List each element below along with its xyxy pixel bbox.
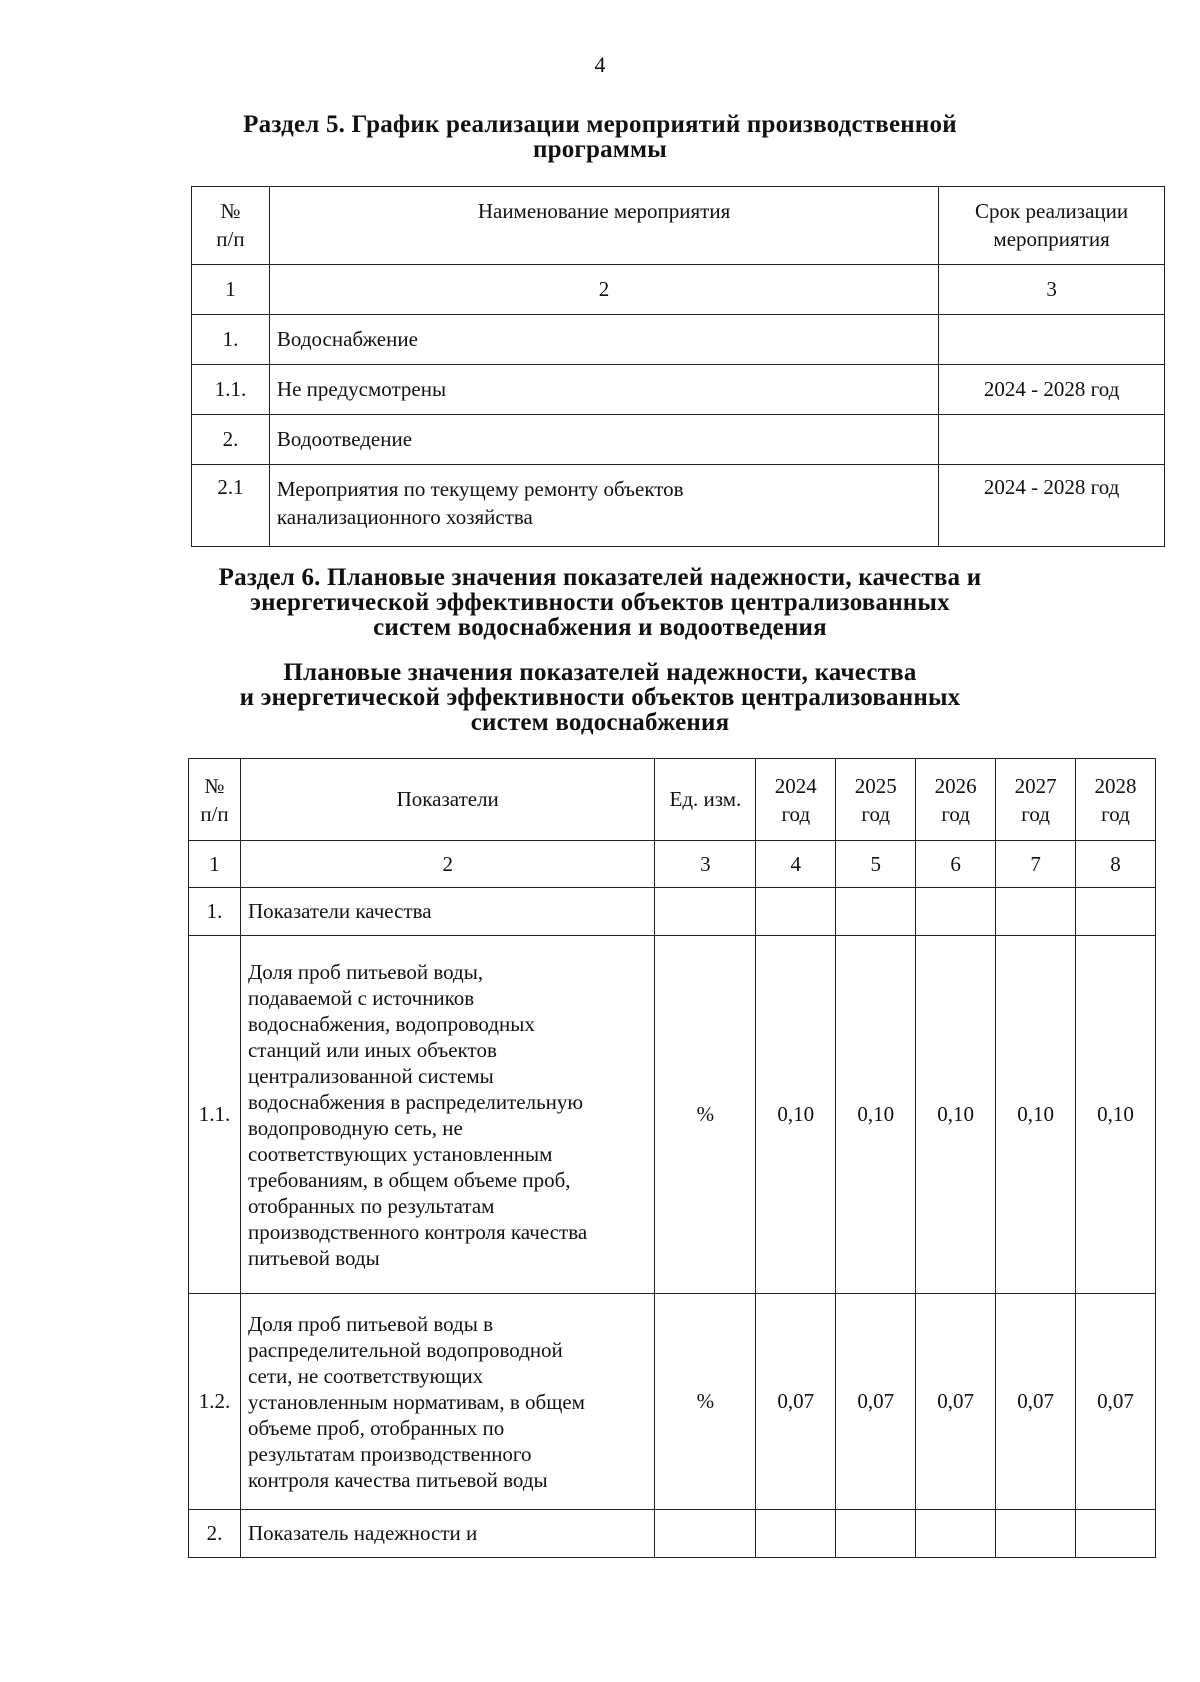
row-value: 0,07 bbox=[836, 1294, 916, 1510]
row-num: 2. bbox=[192, 415, 270, 465]
row-num: 1.1. bbox=[192, 365, 270, 415]
row-num: 2. bbox=[189, 1510, 241, 1558]
row-term bbox=[939, 315, 1165, 365]
row-value: 0,10 bbox=[916, 936, 996, 1294]
header-name: Наименование мероприятия bbox=[269, 187, 938, 265]
row-name: Водоснабжение bbox=[269, 315, 938, 365]
row-name: Не предусмотрены bbox=[269, 365, 938, 415]
page-number: 4 bbox=[594, 52, 606, 77]
table-row bbox=[189, 888, 1156, 936]
row-term: 2024 - 2028 год bbox=[939, 365, 1165, 415]
section6-title-line: систем водоснабжения и водоотведения bbox=[373, 614, 827, 641]
header-num: № п/п bbox=[192, 187, 270, 265]
row-value: 0,10 bbox=[1076, 936, 1156, 1294]
numbering-cell: 7 bbox=[996, 841, 1076, 888]
section5-title-line: программы bbox=[533, 136, 667, 163]
section6-subtitle bbox=[0, 660, 1200, 735]
table-header-row bbox=[189, 759, 1156, 841]
table-row bbox=[192, 465, 1165, 547]
row-value: 0,10 bbox=[756, 936, 836, 1294]
table-row bbox=[189, 1294, 1156, 1510]
numbering-cell: 5 bbox=[836, 841, 916, 888]
numbering-cell: 2 bbox=[240, 841, 655, 888]
row-unit bbox=[655, 888, 756, 936]
row-name: Водоотведение bbox=[269, 415, 938, 465]
row-value bbox=[836, 1510, 916, 1558]
row-value: 0,07 bbox=[916, 1294, 996, 1510]
section6-subtitle-line: Плановые значения показателей надежности, качества bbox=[283, 659, 917, 686]
numbering-row bbox=[189, 841, 1156, 888]
row-indicator: Доля проб питьевой воды в распределительной водопроводной сети, не соответствующих установленным нормативам, в общем объеме проб, отобранных по результатам производственного контроля качества питьевой воды bbox=[240, 1294, 655, 1510]
row-num: 2.1 bbox=[192, 465, 270, 547]
row-unit: % bbox=[655, 1294, 756, 1510]
section6-table bbox=[188, 758, 1156, 1558]
table-row bbox=[192, 315, 1165, 365]
header-indicator: Показатели bbox=[240, 759, 655, 841]
row-value: 0,07 bbox=[996, 1294, 1076, 1510]
row-value bbox=[1076, 1510, 1156, 1558]
header-year: 2028 год bbox=[1076, 759, 1156, 841]
table-row bbox=[189, 936, 1156, 1294]
section6-title-line: энергетической эффективности объектов централизованных bbox=[250, 589, 950, 616]
header-num: № п/п bbox=[189, 759, 241, 841]
row-value bbox=[996, 1510, 1076, 1558]
numbering-cell: 3 bbox=[655, 841, 756, 888]
section6-title bbox=[0, 565, 1200, 640]
table-row bbox=[189, 1510, 1156, 1558]
table-row bbox=[192, 415, 1165, 465]
row-indicator: Доля проб питьевой воды, подаваемой с источников водоснабжения, водопроводных станций или иных объектов централизованной системы водоснабжения в распределительную водопроводную сеть, не соответствующих установленным требованиям, в общем объеме проб, отобранных по результатам производственного контроля качества питьевой воды bbox=[240, 936, 655, 1294]
row-name: Мероприятия по текущему ремонту объектов канализационного хозяйства bbox=[269, 465, 938, 547]
numbering-cell: 2 bbox=[269, 265, 938, 315]
header-year: 2026 год bbox=[916, 759, 996, 841]
section5-table bbox=[191, 186, 1165, 547]
row-value bbox=[836, 888, 916, 936]
numbering-cell: 1 bbox=[192, 265, 270, 315]
header-unit: Ед. изм. bbox=[655, 759, 756, 841]
numbering-cell: 6 bbox=[916, 841, 996, 888]
row-indicator: Показатели качества bbox=[240, 888, 655, 936]
section5-title bbox=[0, 112, 1200, 162]
row-term bbox=[939, 415, 1165, 465]
numbering-cell: 3 bbox=[939, 265, 1165, 315]
section5-title-line: Раздел 5. График реализации мероприятий производственной bbox=[243, 111, 957, 138]
header-year: 2027 год bbox=[996, 759, 1076, 841]
header-year: 2024 год bbox=[756, 759, 836, 841]
row-value: 0,07 bbox=[756, 1294, 836, 1510]
row-value bbox=[756, 888, 836, 936]
row-num: 1.2. bbox=[189, 1294, 241, 1510]
numbering-row bbox=[192, 265, 1165, 315]
row-num: 1.1. bbox=[189, 936, 241, 1294]
row-num: 1. bbox=[192, 315, 270, 365]
row-unit: % bbox=[655, 936, 756, 1294]
row-value: 0,07 bbox=[1076, 1294, 1156, 1510]
header-term: Срок реализации мероприятия bbox=[939, 187, 1165, 265]
header-year: 2025 год bbox=[836, 759, 916, 841]
row-value bbox=[756, 1510, 836, 1558]
row-value bbox=[916, 888, 996, 936]
row-value: 0,10 bbox=[836, 936, 916, 1294]
table-row bbox=[192, 365, 1165, 415]
table-header-row bbox=[192, 187, 1165, 265]
row-value: 0,10 bbox=[996, 936, 1076, 1294]
row-value bbox=[1076, 888, 1156, 936]
row-term: 2024 - 2028 год bbox=[939, 465, 1165, 547]
numbering-cell: 8 bbox=[1076, 841, 1156, 888]
section6-subtitle-line: и энергетической эффективности объектов централизованных bbox=[239, 684, 961, 711]
numbering-cell: 4 bbox=[756, 841, 836, 888]
row-indicator: Показатель надежности и bbox=[240, 1510, 655, 1558]
section6-subtitle-line: систем водоснабжения bbox=[470, 709, 730, 736]
row-unit bbox=[655, 1510, 756, 1558]
numbering-cell: 1 bbox=[189, 841, 241, 888]
row-num: 1. bbox=[189, 888, 241, 936]
row-value bbox=[996, 888, 1076, 936]
section6-title-line: Раздел 6. Плановые значения показателей надежности, качества и bbox=[218, 564, 982, 591]
row-value bbox=[916, 1510, 996, 1558]
